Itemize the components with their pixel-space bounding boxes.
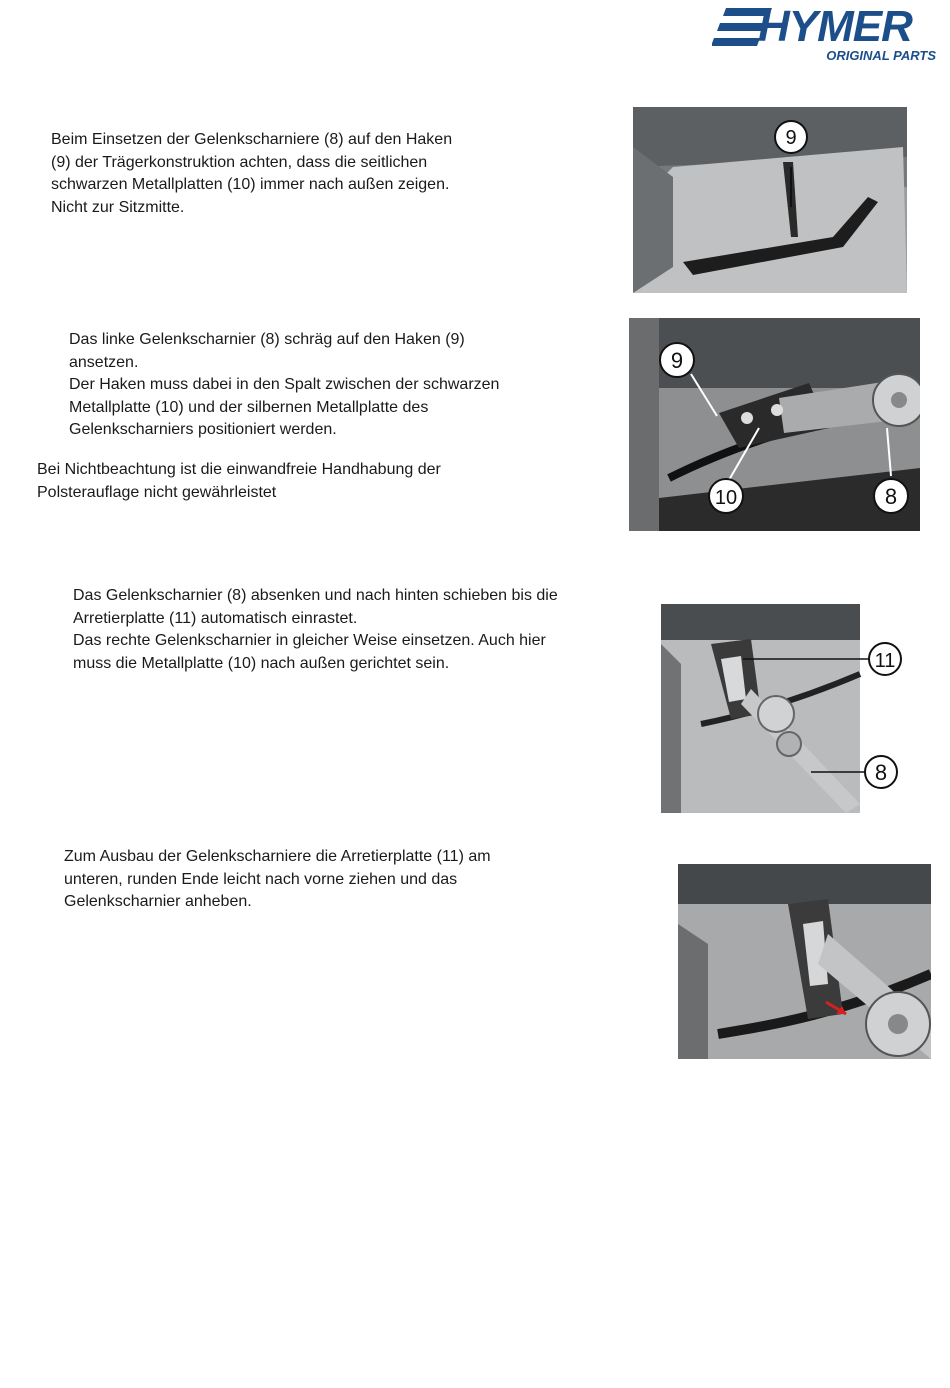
- step-4-text: [64, 846, 491, 914]
- step-2-note: [37, 459, 441, 504]
- step-2-line: ansetzen.: [69, 353, 139, 371]
- step-2-line: Gelenkscharniers positioniert werden.: [69, 421, 337, 438]
- step-3-line: Das Gelenkscharnier (8) absenken und nach hinten schieben bis die: [73, 587, 558, 604]
- step-2-line: Der Haken muss dabei in den Spalt zwischen der schwarzen: [69, 376, 500, 393]
- logo-subtitle: ORIGINAL PARTS: [826, 48, 936, 63]
- note-line: Bei Nichtbeachtung ist die einwandfreie Handhabung der: [37, 461, 441, 478]
- hymer-logo: [712, 2, 944, 63]
- step-2-text: [69, 329, 499, 442]
- step-3-line: muss die Metallplatte (10) nach außen gerichtet sein.: [73, 654, 450, 672]
- step-1-line: Beim Einsetzen der Gelenkscharniere (8) auf den Haken: [51, 131, 453, 148]
- callout-9: 9: [785, 127, 797, 149]
- step-3-line: Arretierplatte (11) automatisch einrastet.: [73, 609, 358, 627]
- step-1-line: (9) der Trägerkonstruktion achten, dass die seitlichen: [51, 153, 428, 171]
- step-4-line: Zum Ausbau der Gelenkscharniere die Arretierplatte (11) am: [64, 848, 491, 865]
- step-3-line: Das rechte Gelenkscharnier in gleicher Weise einsetzen. Auch hier: [73, 632, 546, 649]
- callout-10: 10: [714, 487, 738, 509]
- step-3-photo: [661, 604, 904, 813]
- step-1-text: [51, 129, 452, 219]
- step-1-line: Nicht zur Sitzmitte.: [51, 198, 185, 216]
- step-2-line: Das linke Gelenkscharnier (8) schräg auf den Haken (9): [69, 331, 465, 348]
- callout-9: 9: [670, 348, 684, 373]
- logo-brand: HYMER: [758, 2, 912, 51]
- step-3-text: [73, 585, 558, 675]
- step-4-photo: [678, 864, 931, 1059]
- step-4-line: Gelenkscharnier anheben.: [64, 893, 252, 910]
- step-2-photo: [629, 318, 920, 531]
- callout-8: 8: [884, 484, 898, 509]
- callout-11: 11: [874, 650, 896, 672]
- note-line: Polsterauflage nicht gewährleistet: [37, 483, 277, 501]
- step-1-line: schwarzen Metallplatten (10) immer nach außen zeigen.: [51, 176, 450, 193]
- step-1-photo: [633, 107, 907, 293]
- step-4-line: unteren, runden Ende leicht nach vorne ziehen und das: [64, 870, 458, 888]
- step-2-line: Metallplatte (10) und der silbernen Metallplatte des: [69, 398, 429, 416]
- callout-8: 8: [874, 760, 888, 785]
